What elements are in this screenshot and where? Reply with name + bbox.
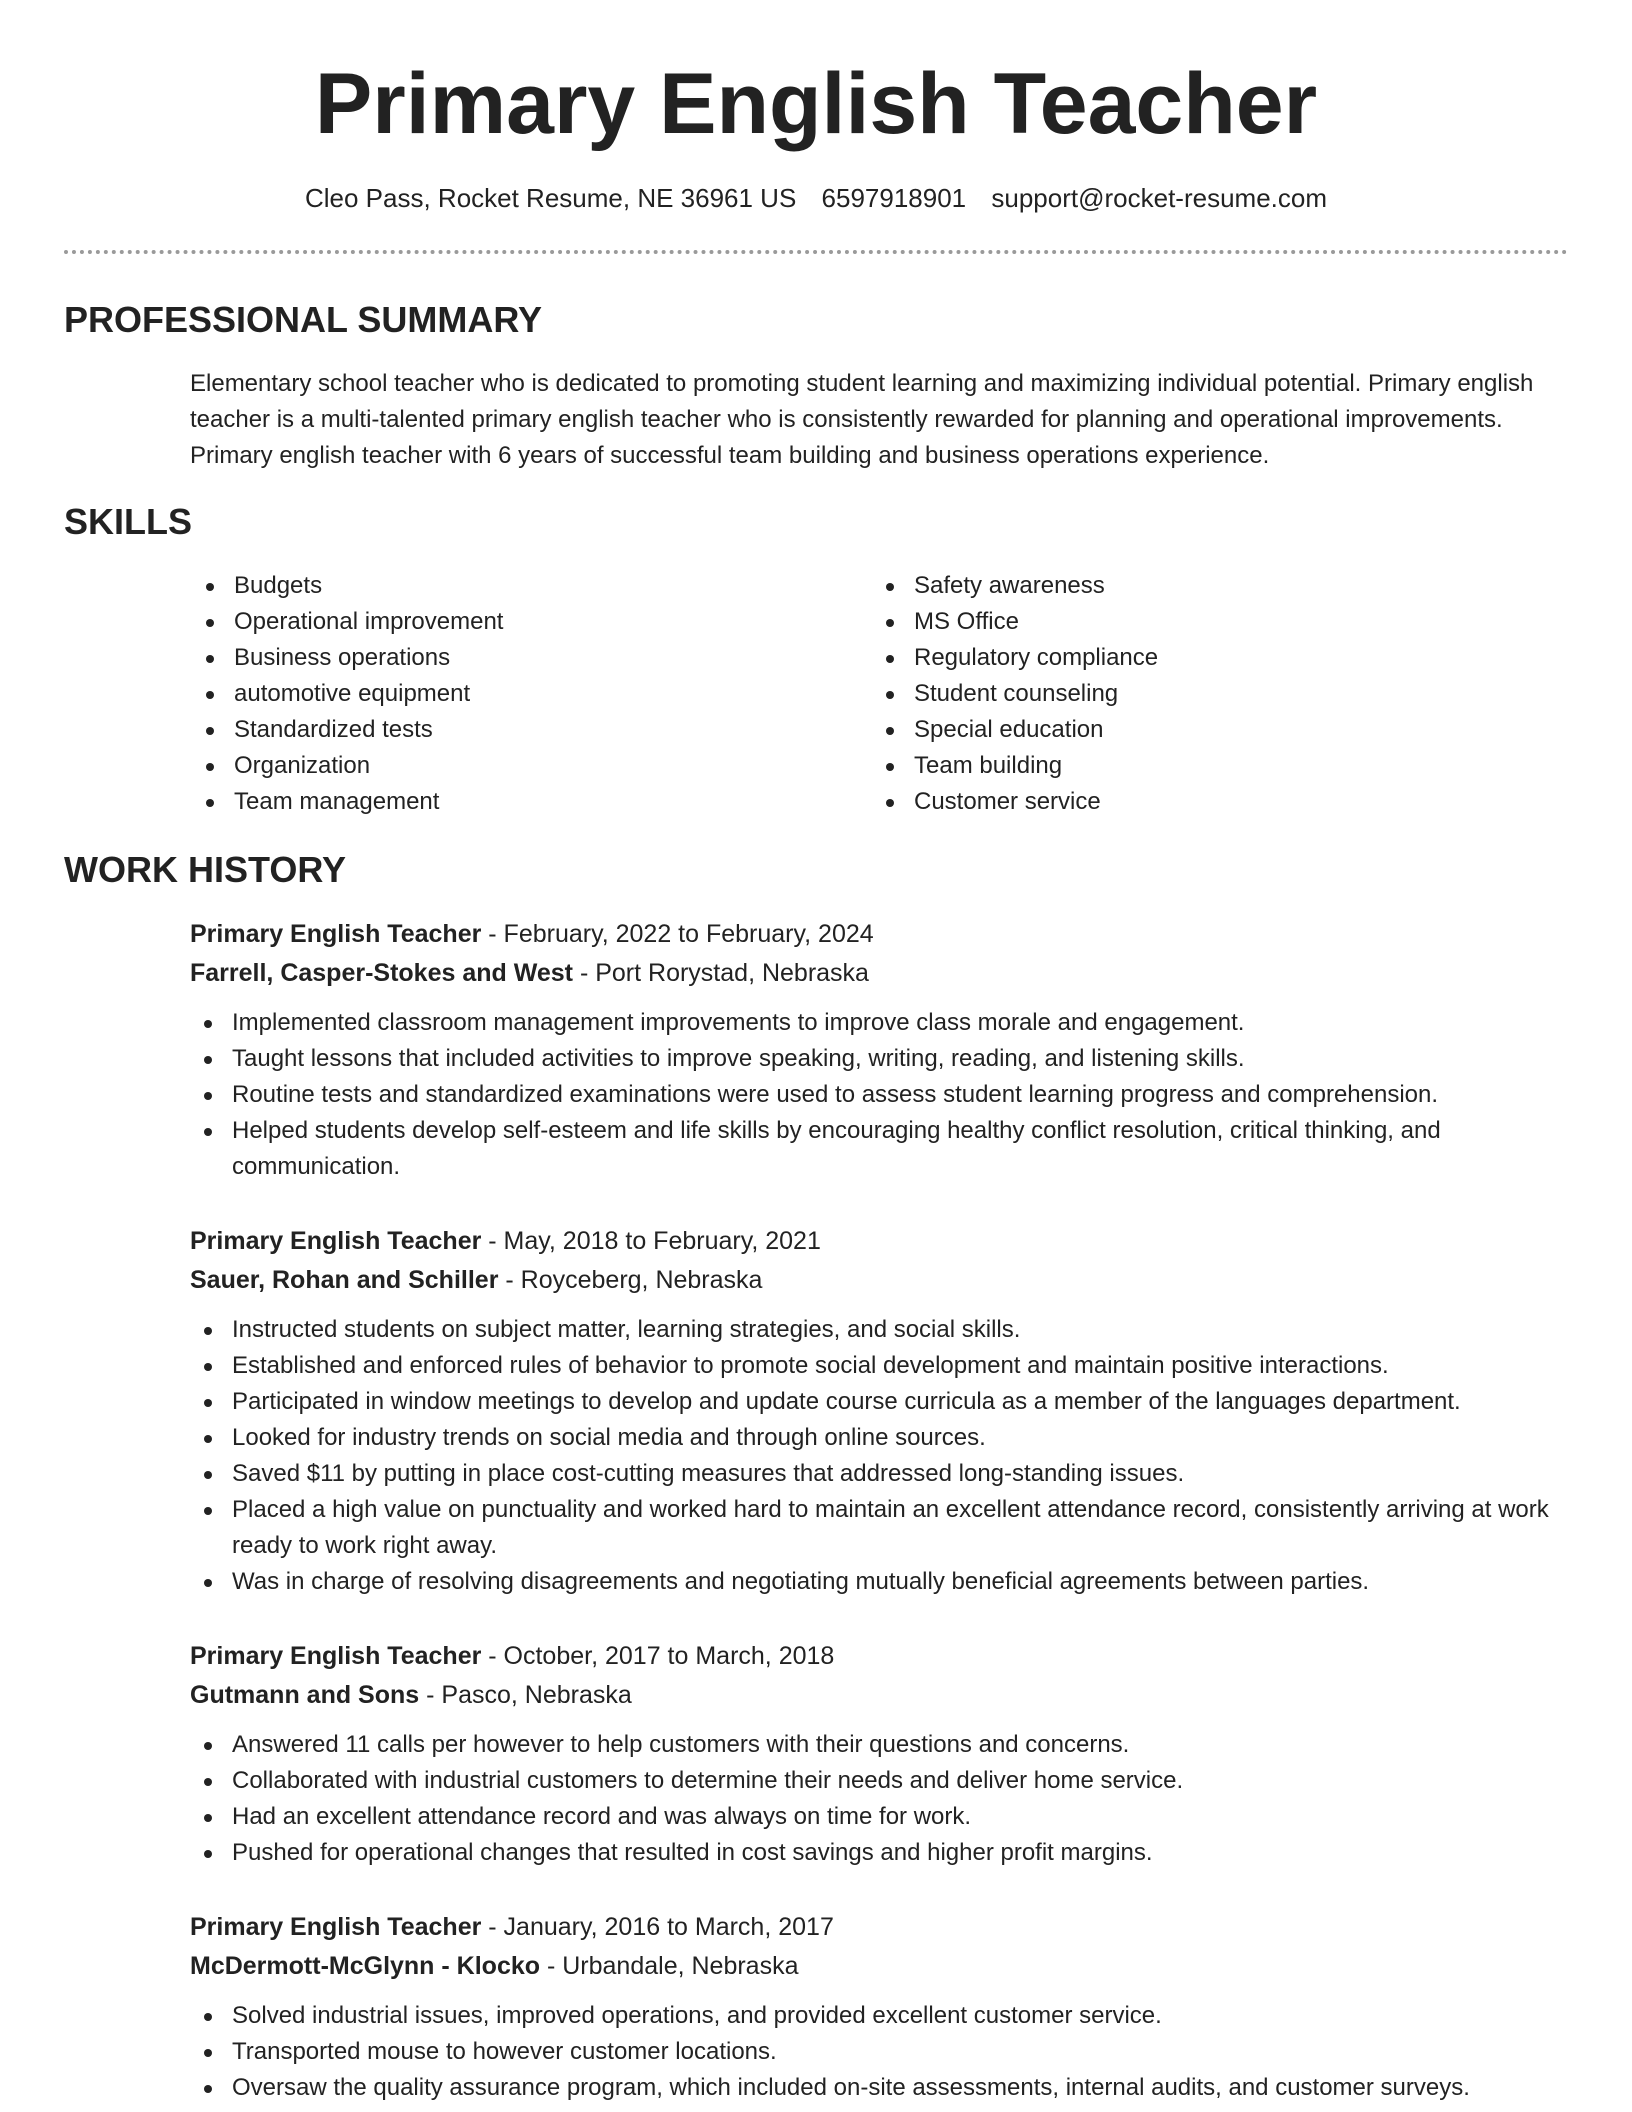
job-bullets bbox=[188, 1727, 1558, 1871]
job-company: McDermott-McGlynn - Klocko bbox=[190, 1952, 541, 1980]
job-bullet: Looked for industry trends on social media and through online sources. bbox=[188, 1420, 1558, 1456]
job-entry bbox=[190, 915, 1560, 1185]
job-bullet: Was in charge of resolving disagreements and negotiating mutually beneficial agreements between parties. bbox=[188, 1564, 1558, 1600]
job-bullet: Transported mouse to however customer locations. bbox=[188, 2034, 1558, 2070]
skill-item: Regulatory compliance bbox=[870, 640, 1510, 676]
job-bullet: Instructed students on subject matter, learning strategies, and social skills. bbox=[188, 1312, 1558, 1348]
job-entry bbox=[190, 1908, 1560, 2106]
job-company-line bbox=[190, 1261, 1560, 1300]
skill-item: Standardized tests bbox=[190, 712, 830, 748]
resume-title: Primary English Teacher bbox=[314, 56, 1318, 152]
contact-email: support@rocket-resume.com bbox=[991, 183, 1328, 213]
job-bullet: Established and enforced rules of behavior to promote social development and maintain positive interactions. bbox=[188, 1348, 1558, 1384]
job-entry bbox=[190, 1637, 1560, 1871]
job-dates: - January, 2016 to March, 2017 bbox=[481, 1913, 834, 1941]
skill-item: Customer service bbox=[870, 784, 1510, 820]
summary-text: Elementary school teacher who is dedicated to promoting student learning and maximizing individual potential. Primary english teacher is a multi-talented primary english teacher who is consistently rewarded for planning and operational improvements. Primary english teacher with 6 years of successful team building and business operations experience. bbox=[190, 370, 1534, 469]
skill-item: Organization bbox=[190, 748, 830, 784]
job-company-line bbox=[190, 1676, 1560, 1715]
job-company-line bbox=[190, 954, 1560, 993]
job-bullet: Answered 11 calls per however to help customers with their questions and concerns. bbox=[188, 1727, 1558, 1763]
skill-item: Budgets bbox=[190, 568, 830, 604]
job-title-line bbox=[190, 1637, 1560, 1676]
contact-phone: 6597918901 bbox=[821, 183, 967, 213]
job-dates: - October, 2017 to March, 2018 bbox=[481, 1642, 835, 1670]
job-company: Gutmann and Sons bbox=[190, 1681, 420, 1709]
skill-item: Team building bbox=[870, 748, 1510, 784]
skill-item: Operational improvement bbox=[190, 604, 830, 640]
job-bullet: Implemented classroom management improvements to improve class morale and engagement. bbox=[188, 1005, 1558, 1041]
job-title: Primary English Teacher bbox=[190, 1913, 482, 1941]
job-title-line bbox=[190, 1222, 1560, 1261]
job-bullet: Placed a high value on punctuality and worked hard to maintain an excellent attendance record, consistently arriving at work ready to work right away. bbox=[188, 1492, 1558, 1564]
job-bullets bbox=[188, 1312, 1558, 1600]
header-divider bbox=[64, 250, 1568, 254]
skill-item: Business operations bbox=[190, 640, 830, 676]
job-bullet: Pushed for operational changes that resulted in cost savings and higher profit margins. bbox=[188, 1835, 1558, 1871]
job-entry bbox=[190, 1222, 1560, 1600]
job-bullet: Taught lessons that included activities to improve speaking, writing, reading, and listening skills. bbox=[188, 1041, 1558, 1077]
skill-item: Special education bbox=[870, 712, 1510, 748]
contact-line bbox=[0, 182, 1632, 214]
job-company: Farrell, Casper-Stokes and West bbox=[190, 959, 574, 987]
job-bullets bbox=[188, 1005, 1558, 1185]
job-company: Sauer, Rohan and Schiller bbox=[190, 1266, 499, 1294]
job-bullet: Had an excellent attendance record and was always on time for work. bbox=[188, 1799, 1558, 1835]
job-title: Primary English Teacher bbox=[190, 920, 482, 948]
job-location: - Pasco, Nebraska bbox=[419, 1681, 632, 1709]
job-bullet: Solved industrial issues, improved operations, and provided excellent customer service. bbox=[188, 1998, 1558, 2034]
skill-item: Student counseling bbox=[870, 676, 1510, 712]
job-title: Primary English Teacher bbox=[190, 1227, 482, 1255]
summary-heading: PROFESSIONAL SUMMARY bbox=[64, 299, 543, 340]
work-heading: WORK HISTORY bbox=[64, 849, 347, 890]
skill-item: MS Office bbox=[870, 604, 1510, 640]
job-bullet: Helped students develop self-esteem and life skills by encouraging healthy conflict resolution, critical thinking, and communication. bbox=[188, 1113, 1558, 1185]
job-bullet: Routine tests and standardized examinations were used to assess student learning progress and comprehension. bbox=[188, 1077, 1558, 1113]
job-bullet: Participated in window meetings to develop and update course curricula as a member of the languages department. bbox=[188, 1384, 1558, 1420]
job-bullet: Oversaw the quality assurance program, which included on-site assessments, internal audits, and customer surveys. bbox=[188, 2070, 1558, 2106]
job-company-line bbox=[190, 1947, 1560, 1986]
job-dates: - May, 2018 to February, 2021 bbox=[481, 1227, 821, 1255]
job-bullets bbox=[188, 1998, 1558, 2106]
job-location: - Port Rorystad, Nebraska bbox=[573, 959, 869, 987]
skill-item: Safety awareness bbox=[870, 568, 1510, 604]
skill-item: Team management bbox=[190, 784, 830, 820]
job-location: - Urbandale, Nebraska bbox=[540, 1952, 799, 1980]
skill-item: automotive equipment bbox=[190, 676, 830, 712]
job-bullet: Collaborated with industrial customers to determine their needs and deliver home service. bbox=[188, 1763, 1558, 1799]
contact-address: Cleo Pass, Rocket Resume, NE 36961 US bbox=[304, 183, 797, 213]
job-dates: - February, 2022 to February, 2024 bbox=[481, 920, 874, 948]
job-title-line bbox=[190, 1908, 1560, 1947]
job-title: Primary English Teacher bbox=[190, 1642, 482, 1670]
job-title-line bbox=[190, 915, 1560, 954]
job-bullet: Saved $11 by putting in place cost-cutting measures that addressed long-standing issues. bbox=[188, 1456, 1558, 1492]
job-location: - Royceberg, Nebraska bbox=[498, 1266, 763, 1294]
skills-list-right bbox=[870, 568, 1510, 820]
skills-heading: SKILLS bbox=[64, 501, 193, 542]
skills-list-left bbox=[190, 568, 830, 820]
